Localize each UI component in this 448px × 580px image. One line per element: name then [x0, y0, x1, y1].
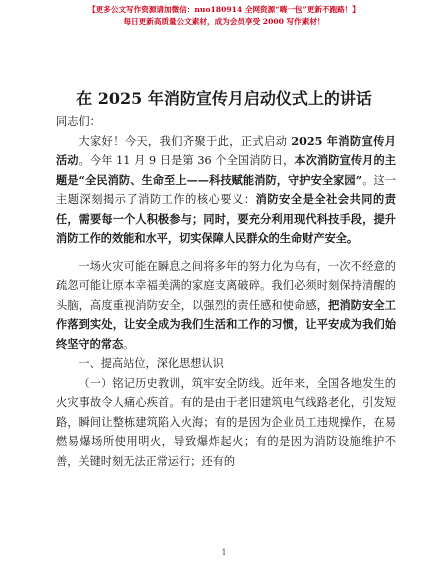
emphasis-text: 把消防安全工作落到实处，让安全成为我们生活和工作的习惯，让平安成为我们始终坚守的常态	[56, 297, 396, 351]
promo-banner	[0, 4, 448, 28]
document-body	[56, 112, 396, 471]
promo-banner-line2: 每日更新高质量公文素材，成为会员享受 2000 写作素材！	[123, 17, 325, 26]
paragraph	[56, 132, 396, 249]
body-text: 。这一主题深刻揭示了消防工作的核心要义：	[56, 173, 396, 206]
emphasis-text: 本次消防宣传月的主题是“全民消防、生命至上——科技赋能消防，守护安全家园”	[56, 153, 396, 187]
body-text: 。今年 11 月 9 日是第 36 个全国消防日，	[78, 154, 295, 167]
body-text: 一、提高站位，深化思想认识	[78, 357, 224, 370]
document-title: 在 2025 年消防宣传月启动仪式上的讲话	[76, 89, 372, 108]
body-text: 。	[123, 337, 135, 351]
body-text: 一场火灾可能在瞬息之间将多年的努力化为乌有，一次不经意的疏忽可能让原本幸福美满的家庭支离破碎。我们必须时刻保持清醒的头脑，高度重视消防安全，以强烈的责任感和使命感，	[56, 259, 396, 312]
salutation: 同志们：	[56, 115, 101, 128]
promo-banner-line1: 【更多公文写作资源请加微信：nuo180914 全网资源“嗨一包”更新不跑路！】	[88, 5, 360, 14]
body-text: 大家好！今天，我们齐聚于此，正式启动	[78, 134, 292, 148]
paragraph	[56, 374, 396, 472]
page-number: 1	[221, 548, 227, 557]
paragraph	[56, 257, 396, 355]
body-text: （一）铭记历史教训，筑牢安全防线。近年来，全国各地发生的火灾事故令人痛心疾首。有的是由于老旧建筑电气线路老化，引发短路，瞬间让整栋建筑陷入火海；有的是因为企业员工违规操作，在易燃易爆场所使用明火，导致爆炸起火；有的是因为消防设施维护不善，关键时刻无法正常运行；还有的	[56, 376, 396, 468]
emphasis-text: 2025 年消防宣传月活动	[56, 133, 396, 167]
emphasis-text: 消防安全是全社会共同的责任，需要每一个人积极参与；同时，要充分利用现代科技手段，提升消防工作的效能和水平，切实保障人民群众的生命财产安全。	[56, 192, 396, 245]
section-heading	[56, 354, 396, 374]
